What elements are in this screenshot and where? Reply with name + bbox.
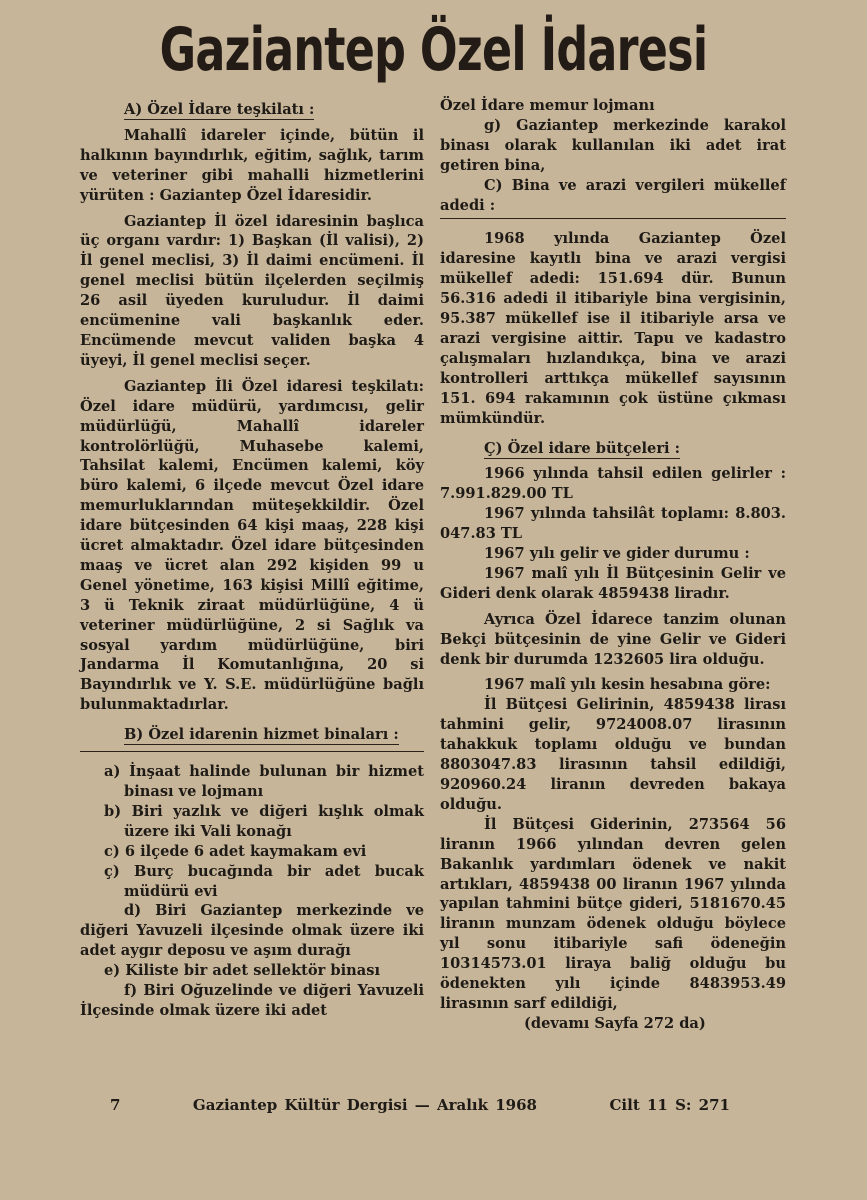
paragraph: 1967 malî yılı kesin hesabına göre: (484, 676, 771, 694)
divider (80, 751, 424, 752)
section-heading-b: B) Özel idarenin hizmet binaları : (124, 726, 399, 744)
divider (440, 218, 786, 219)
paragraph: Özel İdare memur lojmanı (440, 97, 655, 114)
paragraph: İl Bütçesi Gelirinin, 4859438 lirası tahmini gelir, 9724008.07 lirasının tahakkuk toplamı olduğu ve bundan 8803047.83 lirasının tahsil edildiği, 920960.24 liranın devreden bakaya olduğu. (440, 696, 786, 813)
paragraph: İl Bütçesi Giderinin, 273564 56 liranın 1966 yılından devren gelen Bakanlık yardımları ödenek ve nakit artıkları, 4859438 00 liranın 1967 yılında yapılan tahmini bütçe gideri, 5181670.45 liranın munzam ödenek olduğu böylece yıl sonu itibariyle safi ödeneğin 10314573.01 liraya baliğ olduğu bu ödenekten yılı içinde 8483953.49 lirasının sarf edildiği, (440, 815, 786, 1012)
list-item: g) Gaziantep merkezinde karakol binası olarak kullanılan iki adet irat getiren bina, (440, 116, 786, 174)
list-item: f) Biri Oğuzelinde ve diğeri Yavuzeli İlçesinde olmak üzere iki adet (80, 982, 424, 1019)
section-heading-cc: Ç) Özel idare bütçeleri : (484, 439, 681, 457)
section-heading-c: C) Bina ve arazi vergileri mükellef adedi : (440, 176, 786, 214)
right-column (440, 96, 786, 1034)
paragraph: Mahallî idareler içinde, bütün il halkının bayındırlık, eğitim, sağlık, tarım ve veteriner gibi mahalli hizmetlerini yürüten : Gaziantep Özel İdaresidir. (80, 126, 424, 204)
continuation-note: (devamı Sayfa 272 da) (524, 1014, 706, 1032)
list-item: a) İnşaat halinde bulunan bir hizmet binası ve lojmanı (104, 763, 424, 800)
paragraph: 1968 yılında Gaziantep Özel idaresine kayıtlı bina ve arazi vergisi mükellef adedi: 151.694 dür. Bunun 56.316 adedi il itibariyle bina vergisinin, 95.387 mükellef ise il itibariyle arsa ve arazi vergisine aittir. Tapu ve kadastro çalışmaları hızlandıkça, bina ve arazi kontrolleri arttıkça mükellef sayısının 151. 694 rakamının çok üstüne çıkması mümkündür. (440, 230, 786, 427)
list-item: c) 6 ilçede 6 adet kaymakam evi (104, 842, 367, 860)
paragraph: Ayrıca Özel İdarece tanzim olunan Bekçi bütçesinin de yine Gelir ve Gideri denk bir durumda 1232605 lira olduğu. (440, 610, 786, 668)
paragraph: 1967 yılında tahsilât toplamı: 8.803. 047.83 TL (440, 505, 786, 543)
page-footer (110, 1096, 730, 1114)
paragraph: Gaziantep İl özel idaresinin başlıca üç organı vardır: 1) Başkan (İl valisi), 2) İl genel meclisi, 3) İl daimi encümeni. İl genel meclisi bütün ilçelerden seçilmiş 26 asil üyeden kuruludur. İl daimi encümenine vali başkanlık eder. Encümende mevcut validen başka 4 üyeyi, İl genel meclisi seçer. (80, 212, 424, 369)
paragraph: 1966 yılında tahsil edilen gelirler : 7.991.829.00 TL (440, 465, 786, 503)
list-item: ç) Burç bucağında bir adet bucak müdürü evi (104, 862, 424, 900)
paragraph: 1967 malî yılı İl Bütçesinin Gelir ve Gideri denk olarak 4859438 liradır. (440, 564, 786, 602)
page-number: 7 (110, 1096, 121, 1114)
section-heading-a: A) Özel İdare teşkilatı : (124, 101, 315, 118)
left-column (80, 96, 424, 1021)
volume-issue: Cilt 11 S: 271 (609, 1096, 730, 1114)
list-item: e) Kiliste bir adet sellektör binası (104, 962, 380, 980)
masthead-title: Gaziantep Özel İdaresi (159, 15, 708, 85)
journal-name: Gaziantep Kültür Dergisi — Aralık 1968 (192, 1096, 537, 1114)
list-item: b) Biri yazlık ve diğeri kışlık olmak üzere iki Vali konağı (104, 802, 424, 840)
list-item: d) Biri Gaziantep merkezinde ve diğeri Yavuzeli ilçesinde olmak üzere iki adet aygır deposu ve aşım durağı (80, 902, 424, 960)
paragraph: Gaziantep İli Özel idaresi teşkilatı: Özel idare müdürü, yardımcısı, gelir müdürlüğü, Mahallî idareler kontrolörlüğü, Muhasebe kalemi, Tahsilat kalemi, Encümen kalemi, köy büro kalemi, 6 ilçede mevcut Özel idare memurluklarından müteşekkildir. Özel idare bütçesinden 64 kişi maaş, 228 kişi ücret almaktadır. Özel idare bütçesinden maaş ve ücret alan 292 kişiden 99 u Genel yönetime, 163 kişisi Millî eğitime, 3 ü Teknik ziraat müdürlüğüne, 4 ü veteriner müdürlüğüne, 2 si Sağlık va sosyal yardım müdürlüğüne, biri Jandarma İl Komutanlığına, 20 si Bayındırlık ve Y. S.E. müdürlüğüne bağlı bulunmaktadırlar. (80, 377, 424, 714)
paragraph: 1967 yılı gelir ve gider durumu : (484, 545, 750, 563)
